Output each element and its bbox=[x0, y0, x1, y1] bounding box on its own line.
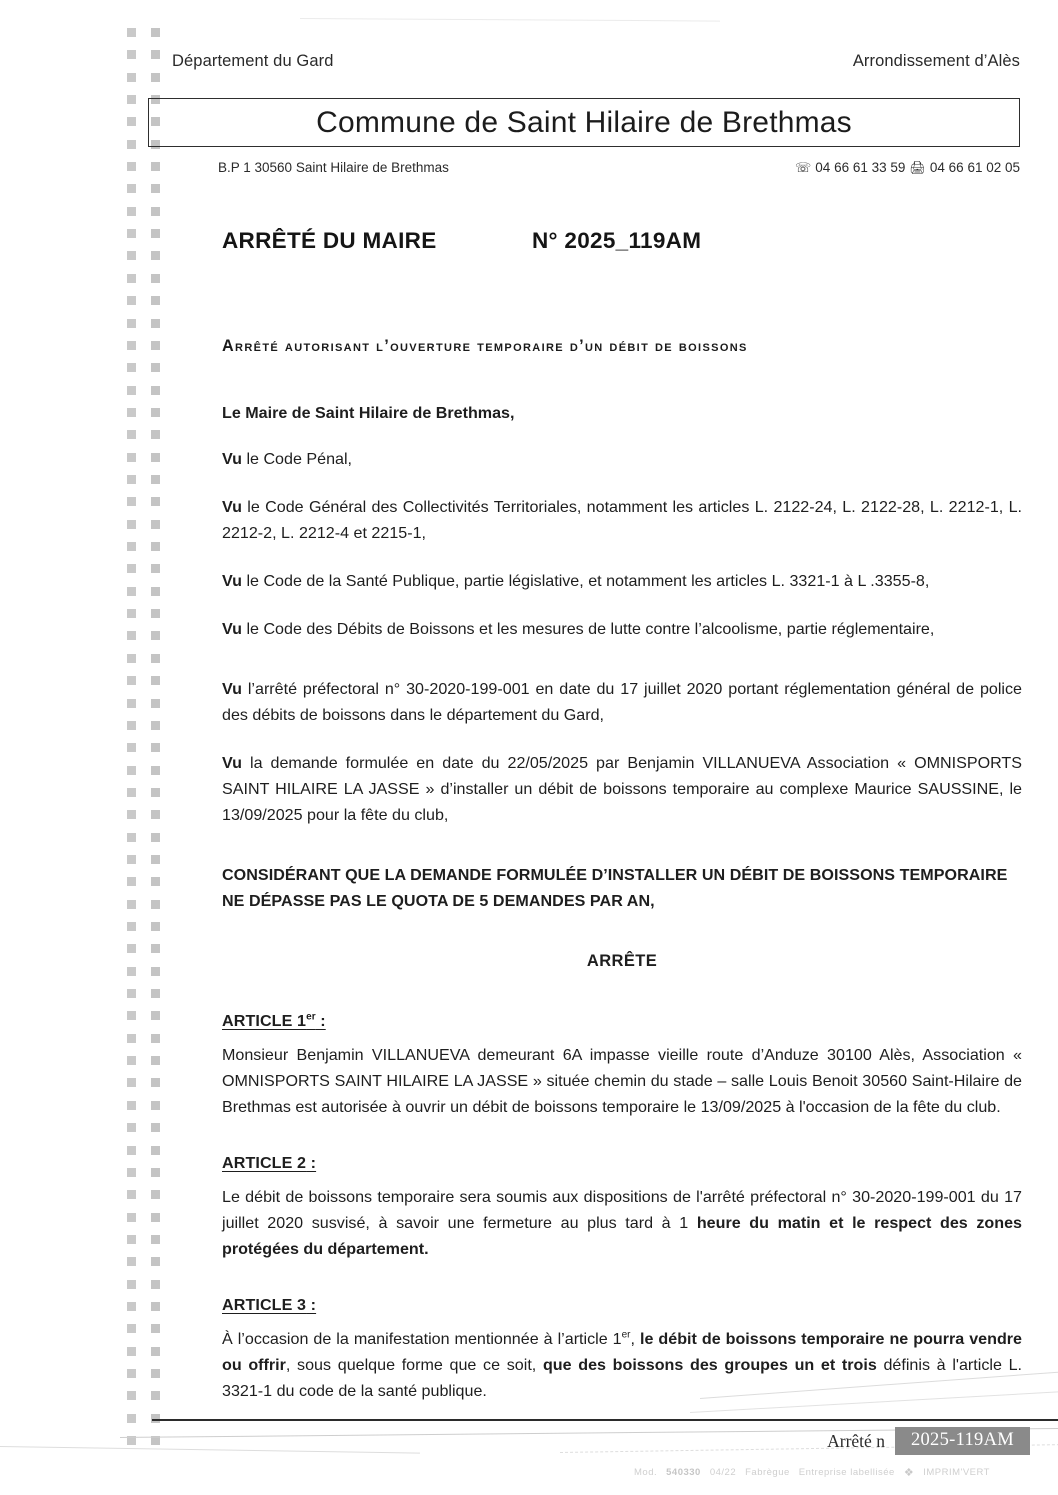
visa-paragraph bbox=[222, 446, 1022, 472]
scan-artifact-line bbox=[300, 18, 720, 22]
article-block bbox=[222, 1008, 1022, 1120]
article-heading bbox=[222, 1150, 1022, 1176]
perforation-mark bbox=[151, 274, 160, 283]
perforation-mark bbox=[127, 319, 136, 328]
article-list bbox=[222, 1008, 1022, 1404]
visa-text: le Code de la Santé Publique, partie législative, et notamment les articles L. 3321-1 à L .3355-8, bbox=[241, 572, 930, 590]
visa-text: l’arrêté préfectoral n° 30-2020-199-001 en date du 17 juillet 2020 portant réglementation général de police des débits de boissons dans le département du Gard, bbox=[222, 680, 1022, 724]
perforation-mark bbox=[127, 408, 136, 417]
perforation-mark bbox=[151, 542, 160, 551]
perforation-mark bbox=[127, 676, 136, 685]
perforation-mark bbox=[151, 654, 160, 663]
perforation-mark bbox=[127, 631, 136, 640]
perforation-column-left bbox=[127, 0, 136, 1495]
perforation-mark bbox=[151, 1257, 160, 1266]
perforation-mark bbox=[127, 542, 136, 551]
perforation-mark bbox=[151, 341, 160, 350]
article-body bbox=[222, 1184, 1022, 1262]
visa-prefix: Vu bbox=[222, 754, 242, 772]
perforation-mark bbox=[151, 1078, 160, 1087]
perforation-mark bbox=[151, 1056, 160, 1065]
perforation-mark bbox=[151, 1369, 160, 1378]
perforation-mark bbox=[127, 1257, 136, 1266]
perforation-mark bbox=[127, 1391, 136, 1400]
perforation-mark bbox=[127, 699, 136, 708]
perforation-mark bbox=[127, 341, 136, 350]
fax-icon: 🖨 bbox=[909, 160, 926, 175]
perforation-mark bbox=[151, 721, 160, 730]
contact-numbers bbox=[795, 160, 1020, 175]
perforation-mark bbox=[127, 1213, 136, 1222]
perforation-mark bbox=[151, 28, 160, 37]
perforation-mark bbox=[151, 877, 160, 886]
perforation-mark bbox=[151, 408, 160, 417]
perforation-mark bbox=[151, 229, 160, 238]
visa-prefix: Vu bbox=[222, 450, 242, 468]
commune-title-box bbox=[148, 98, 1020, 147]
perforation-mark bbox=[127, 833, 136, 842]
perforation-mark bbox=[151, 1168, 160, 1177]
perforation-mark bbox=[127, 73, 136, 82]
perforation-mark bbox=[127, 1190, 136, 1199]
perforation-mark bbox=[127, 1414, 136, 1423]
perforation-mark bbox=[127, 1302, 136, 1311]
perforation-mark bbox=[127, 1011, 136, 1020]
perforation-mark bbox=[127, 184, 136, 193]
article-text-run: , sous quelque forme que ce soit, bbox=[285, 1356, 543, 1374]
perforation-mark bbox=[151, 788, 160, 797]
perforation-mark bbox=[151, 609, 160, 618]
visa-text: la demande formulée en date du 22/05/2025 par Benjamin VILLANUEVA Association « OMNISPORTS SAINT HILAIRE LA JASSE » d’installer un débit de boissons temporaire au complexe Maurice SAUSSINE, le 13/09/2025 pour la fête du club, bbox=[222, 754, 1022, 824]
perforation-mark bbox=[151, 699, 160, 708]
visa-prefix: Vu bbox=[222, 620, 242, 638]
perforation-mark bbox=[127, 1369, 136, 1378]
phone-number: 04 66 61 33 59 bbox=[815, 160, 906, 175]
perforation-mark bbox=[151, 743, 160, 752]
considerant-paragraph: CONSIDÉRANT QUE LA DEMANDE FORMULÉE D’INSTALLER UN DÉBIT DE BOISSONS TEMPORAIRE NE DÉPASSE PAS LE QUOTA DE 5 DEMANDES PAR AN, bbox=[222, 866, 1008, 910]
perforation-mark bbox=[151, 1190, 160, 1199]
perforation-mark bbox=[127, 587, 136, 596]
postal-address: B.P 1 30560 Saint Hilaire de Brethmas bbox=[218, 160, 449, 175]
perforation-mark bbox=[127, 609, 136, 618]
perforation-mark bbox=[151, 251, 160, 260]
perforation-mark bbox=[127, 900, 136, 909]
perforation-mark bbox=[127, 140, 136, 149]
perforation-mark bbox=[151, 162, 160, 171]
article-text-run: définis à l'article L. 3321-1 du code de la santé publique. bbox=[222, 1356, 1023, 1400]
article-heading bbox=[222, 1008, 1022, 1034]
perforation-mark bbox=[127, 788, 136, 797]
perforation-mark bbox=[127, 1168, 136, 1177]
header-arrondissement: Arrondissement d’Alès bbox=[852, 52, 1020, 70]
perforation-mark bbox=[151, 564, 160, 573]
article-heading bbox=[222, 1292, 1022, 1318]
perforation-mark bbox=[127, 363, 136, 372]
document-type-label: ARRÊTÉ DU MAIRE bbox=[222, 228, 437, 253]
document-subtitle: Arrêté autorisant l’ouverture temporaire d’un débit de boissons bbox=[222, 337, 748, 355]
perforation-mark bbox=[127, 877, 136, 886]
perforation-mark bbox=[151, 855, 160, 864]
visa-paragraph bbox=[222, 568, 1022, 594]
perforation-mark bbox=[151, 453, 160, 462]
perforation-mark bbox=[127, 1347, 136, 1356]
perforation-mark bbox=[151, 296, 160, 305]
perforation-mark bbox=[151, 1302, 160, 1311]
perforation-mark bbox=[127, 50, 136, 59]
contact-row bbox=[218, 160, 1020, 175]
leaf-icon: ❖ bbox=[903, 1467, 915, 1479]
perforation-mark bbox=[151, 1011, 160, 1020]
article-text-run: Monsieur Benjamin VILLANUEVA demeurant 6A impasse vieille route d’Anduze 30100 Alès, Association « OMNISPORTS SAINT HILAIRE LA JASSE » située chemin du stade – salle Louis Benoit 30560 Saint-Hilaire de Brethmas est autorisée à ouvrir un débit de boissons temporaire le 13/09/2025 à l'occasion de la fête du club. bbox=[222, 1046, 1022, 1116]
document-number: N° 2025_119AM bbox=[532, 228, 702, 253]
perforation-mark bbox=[127, 1324, 136, 1333]
perforation-mark bbox=[127, 162, 136, 171]
article-text-run: le débit de boissons temporaire ne pourra vendre ou offrir bbox=[222, 1330, 1022, 1374]
article-body bbox=[222, 1326, 1022, 1404]
visa-list bbox=[222, 446, 1022, 828]
article-text-run: À l’occasion de la manifestation mentionnée à l’article 1 bbox=[222, 1330, 622, 1348]
article-text-run: heure du matin et le respect des zones protégées du département. bbox=[222, 1214, 1022, 1258]
perforation-mark bbox=[127, 1123, 136, 1132]
article-block bbox=[222, 1150, 1022, 1262]
document-type-row bbox=[222, 228, 962, 254]
perforation-mark bbox=[151, 50, 160, 59]
document-body bbox=[222, 400, 1022, 1434]
perforation-mark bbox=[151, 1123, 160, 1132]
perforation-mark bbox=[127, 296, 136, 305]
perforation-mark bbox=[151, 73, 160, 82]
perforation-mark bbox=[151, 922, 160, 931]
decision-word-wrapper bbox=[222, 948, 1022, 974]
perforation-mark bbox=[127, 766, 136, 775]
fine-print-number: 540330 bbox=[666, 1467, 701, 1478]
document-header bbox=[172, 52, 1020, 71]
article-text-run: Le débit de boissons temporaire sera soumis aux dispositions de l'arrêté préfectoral n° 30-2020-199-001 du 17 juillet 2020 susvisé, à savoir une fermeture au plus tard à 1 bbox=[222, 1188, 1022, 1232]
fine-print-date: 04/22 bbox=[709, 1467, 737, 1478]
perforation-mark bbox=[151, 430, 160, 439]
fine-print-label: Entreprise labellisée bbox=[798, 1467, 895, 1478]
perforation-mark bbox=[151, 1280, 160, 1289]
perforation-mark bbox=[127, 1280, 136, 1289]
perforation-mark bbox=[127, 1101, 136, 1110]
perforation-mark bbox=[151, 900, 160, 909]
perforation-mark bbox=[151, 989, 160, 998]
article-text-run: , bbox=[630, 1330, 640, 1348]
perforation-mark bbox=[127, 1235, 136, 1244]
visa-prefix: Vu bbox=[222, 680, 242, 698]
footer-rule bbox=[152, 1419, 1058, 1421]
perforation-mark bbox=[151, 833, 160, 842]
perforation-mark bbox=[127, 654, 136, 663]
perforation-mark bbox=[127, 922, 136, 931]
fine-print-company: Fabrègue bbox=[745, 1467, 790, 1478]
visa-paragraph bbox=[222, 616, 1022, 642]
footer-stamp-value: 2025-119AM bbox=[895, 1427, 1030, 1455]
visa-prefix: Vu bbox=[222, 498, 242, 516]
perforation-mark bbox=[151, 967, 160, 976]
perforation-mark bbox=[151, 766, 160, 775]
article-heading-text: ARTICLE 1er : bbox=[222, 1011, 326, 1030]
perforation-mark bbox=[151, 631, 160, 640]
perforation-column-right bbox=[151, 0, 160, 1495]
perforation-mark bbox=[127, 967, 136, 976]
perforation-mark bbox=[151, 520, 160, 529]
perforation-mark bbox=[127, 1056, 136, 1065]
perforation-mark bbox=[151, 1391, 160, 1400]
article-heading-text: ARTICLE 3 : bbox=[222, 1296, 317, 1314]
article-block bbox=[222, 1292, 1022, 1404]
perforation-mark bbox=[127, 229, 136, 238]
perforation-mark bbox=[151, 363, 160, 372]
article-text-run: er bbox=[621, 1329, 631, 1341]
perforation-mark bbox=[127, 207, 136, 216]
visa-prefix: Vu bbox=[222, 572, 242, 590]
perforation-mark bbox=[127, 721, 136, 730]
perforation-mark bbox=[127, 453, 136, 462]
perforation-mark bbox=[151, 1213, 160, 1222]
perforation-mark bbox=[127, 743, 136, 752]
perforation-mark bbox=[151, 676, 160, 685]
printer-fine-print bbox=[634, 1466, 990, 1479]
perforation-mark bbox=[127, 430, 136, 439]
perforation-mark bbox=[151, 207, 160, 216]
perforation-mark bbox=[127, 989, 136, 998]
footer-stamp-label: Arrêté n bbox=[827, 1430, 885, 1451]
header-department: Département du Gard bbox=[172, 52, 334, 70]
fax-number: 04 66 61 02 05 bbox=[929, 160, 1020, 175]
perforation-mark bbox=[127, 1034, 136, 1043]
perforation-mark bbox=[151, 386, 160, 395]
perforation-mark bbox=[151, 475, 160, 484]
scan-artifact-line bbox=[0, 1446, 420, 1454]
perforation-mark bbox=[151, 1146, 160, 1155]
perforation-mark bbox=[127, 475, 136, 484]
telephone-icon: ☏ bbox=[795, 160, 812, 175]
perforation-mark bbox=[151, 1101, 160, 1110]
perforation-mark bbox=[127, 855, 136, 864]
perforation-mark bbox=[151, 1034, 160, 1043]
visa-text: le Code des Débits de Boissons et les mesures de lutte contre l’alcoolisme, partie réglementaire, bbox=[241, 620, 935, 638]
perforation-mark bbox=[151, 1347, 160, 1356]
perforation-mark bbox=[127, 1146, 136, 1155]
perforation-mark bbox=[127, 386, 136, 395]
perforation-mark bbox=[127, 251, 136, 260]
perforation-mark bbox=[127, 274, 136, 283]
decision-word: ARRÊTE bbox=[586, 952, 658, 970]
article-heading-text: ARTICLE 2 : bbox=[222, 1154, 317, 1172]
perforation-mark bbox=[127, 28, 136, 37]
perforation-mark bbox=[127, 810, 136, 819]
commune-title: Commune de Saint Hilaire de Brethmas bbox=[316, 105, 852, 139]
visa-paragraph bbox=[222, 676, 1022, 728]
visa-text: le Code Pénal, bbox=[241, 450, 353, 468]
perforation-mark bbox=[151, 319, 160, 328]
perforation-mark bbox=[151, 587, 160, 596]
perforation-mark bbox=[151, 497, 160, 506]
perforation-mark bbox=[151, 810, 160, 819]
addressee-line: Le Maire de Saint Hilaire de Brethmas, bbox=[222, 404, 515, 422]
footer-stamp bbox=[827, 1427, 1030, 1455]
fine-print-mod: Mod. bbox=[634, 1467, 658, 1478]
perforation-mark bbox=[127, 497, 136, 506]
perforation-mark bbox=[127, 944, 136, 953]
perforation-mark bbox=[151, 944, 160, 953]
fine-print-mark: IMPRIM'VERT bbox=[923, 1467, 990, 1478]
perforation-mark bbox=[151, 1235, 160, 1244]
perforation-mark bbox=[127, 520, 136, 529]
perforation-mark bbox=[151, 1324, 160, 1333]
perforation-mark bbox=[127, 117, 136, 126]
perforation-mark bbox=[127, 95, 136, 104]
visa-paragraph bbox=[222, 750, 1022, 828]
perforation-mark bbox=[127, 564, 136, 573]
visa-paragraph bbox=[222, 494, 1022, 546]
perforation-mark bbox=[127, 1078, 136, 1087]
perforation-mark bbox=[151, 184, 160, 193]
article-text-run: que des boissons des groupes un et trois bbox=[542, 1356, 877, 1374]
article-heading-superscript: er bbox=[306, 1011, 316, 1023]
article-body bbox=[222, 1042, 1022, 1120]
visa-text: le Code Général des Collectivités Territoriales, notamment les articles L. 2122-24, L. 2122-28, L. 2212-1, L. 2212-2, L. 2212-4 et 2215-1, bbox=[222, 498, 1022, 542]
